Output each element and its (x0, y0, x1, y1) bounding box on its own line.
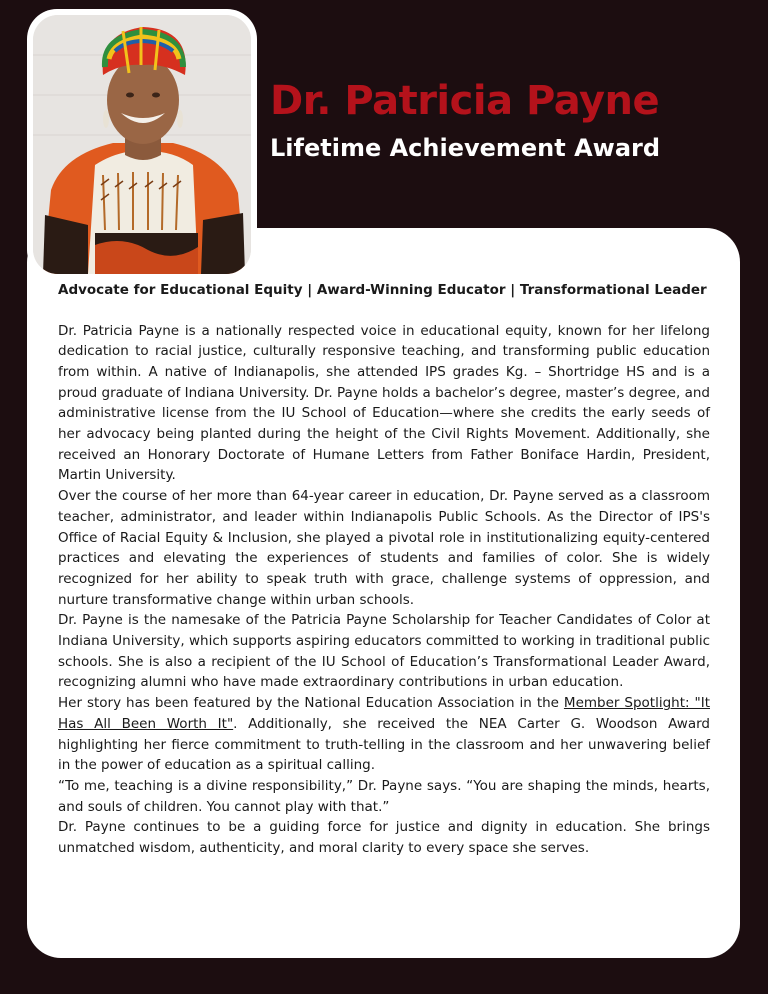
bio-paragraph-1: Dr. Patricia Payne is a nationally respected voice in educational equity, known for her lifelong dedication to racial justice, culturally responsive teaching, and transforming public education from within. A native of Indianapolis, she attended IPS grades Kg. – Shortridge HS and is a proud graduate of Indiana University. Dr. Payne holds a bachelor’s degree, master’s degree, and administrative license from the IU School of Education—where she credits the early seeds of her advocacy being planted during the height of the Civil Rights Movement. Additionally, she received an Honorary Doctorate of Humane Letters from Father Boniface Hardin, President, Martin University. (58, 322, 710, 484)
bio-paragraph-4-lead: Her story has been featured by the National Education Association in the (58, 695, 564, 712)
bio-paragraph-4-rest: . Additionally, she received the NEA Carter G. Woodson Award highlighting her fierce commitment to truth-telling in the classroom and her unwavering belief in the power of education as a spiritual calling. (58, 715, 710, 774)
portrait-illustration (33, 15, 251, 274)
bio-paragraph-4 (58, 693, 710, 776)
member-spotlight-link[interactable]: Member Spotlight: "It Has All Been Worth It" (58, 695, 710, 732)
award-title: Lifetime Achievement Award (270, 134, 661, 162)
portrait-photo (33, 15, 251, 274)
honoree-name: Dr. Patricia Payne (270, 78, 660, 124)
portrait-frame (27, 9, 257, 280)
bio-paragraph-2: Over the course of her more than 64-year career in education, Dr. Payne served as a classroom teacher, administrator, and leader within Indianapolis Public Schools. As the Director of IPS's Office of Racial Equity & Inclusion, she played a pivotal role in institutionalizing equity-centered practices and elevating the experiences of students and families of color. She is widely recognized for her ability to speak truth with grace, challenge systems of oppression, and nurture transformative change within urban schools. (58, 488, 710, 608)
quote-paragraph: “To me, teaching is a divine responsibility,” Dr. Payne says. “You are shaping the minds, hearts, and souls of children. You cannot play with that.” (58, 777, 710, 815)
tagline: Advocate for Educational Equity | Award-Winning Educator | Transformational Leader (58, 282, 707, 298)
bio-paragraph-3: Dr. Payne is the namesake of the Patricia Payne Scholarship for Teacher Candidates of Color at Indiana University, which supports aspiring educators committed to working in traditional public schools. She is also a recipient of the IU School of Education’s Transformational Leader Award, recognizing alumni who have made extraordinary contributions in urban education. (58, 612, 710, 691)
bio-paragraph-closing: Dr. Payne continues to be a guiding force for justice and dignity in education. She brings unmatched wisdom, authenticity, and moral clarity to every space she serves. (58, 819, 710, 857)
bio-content (58, 280, 710, 859)
